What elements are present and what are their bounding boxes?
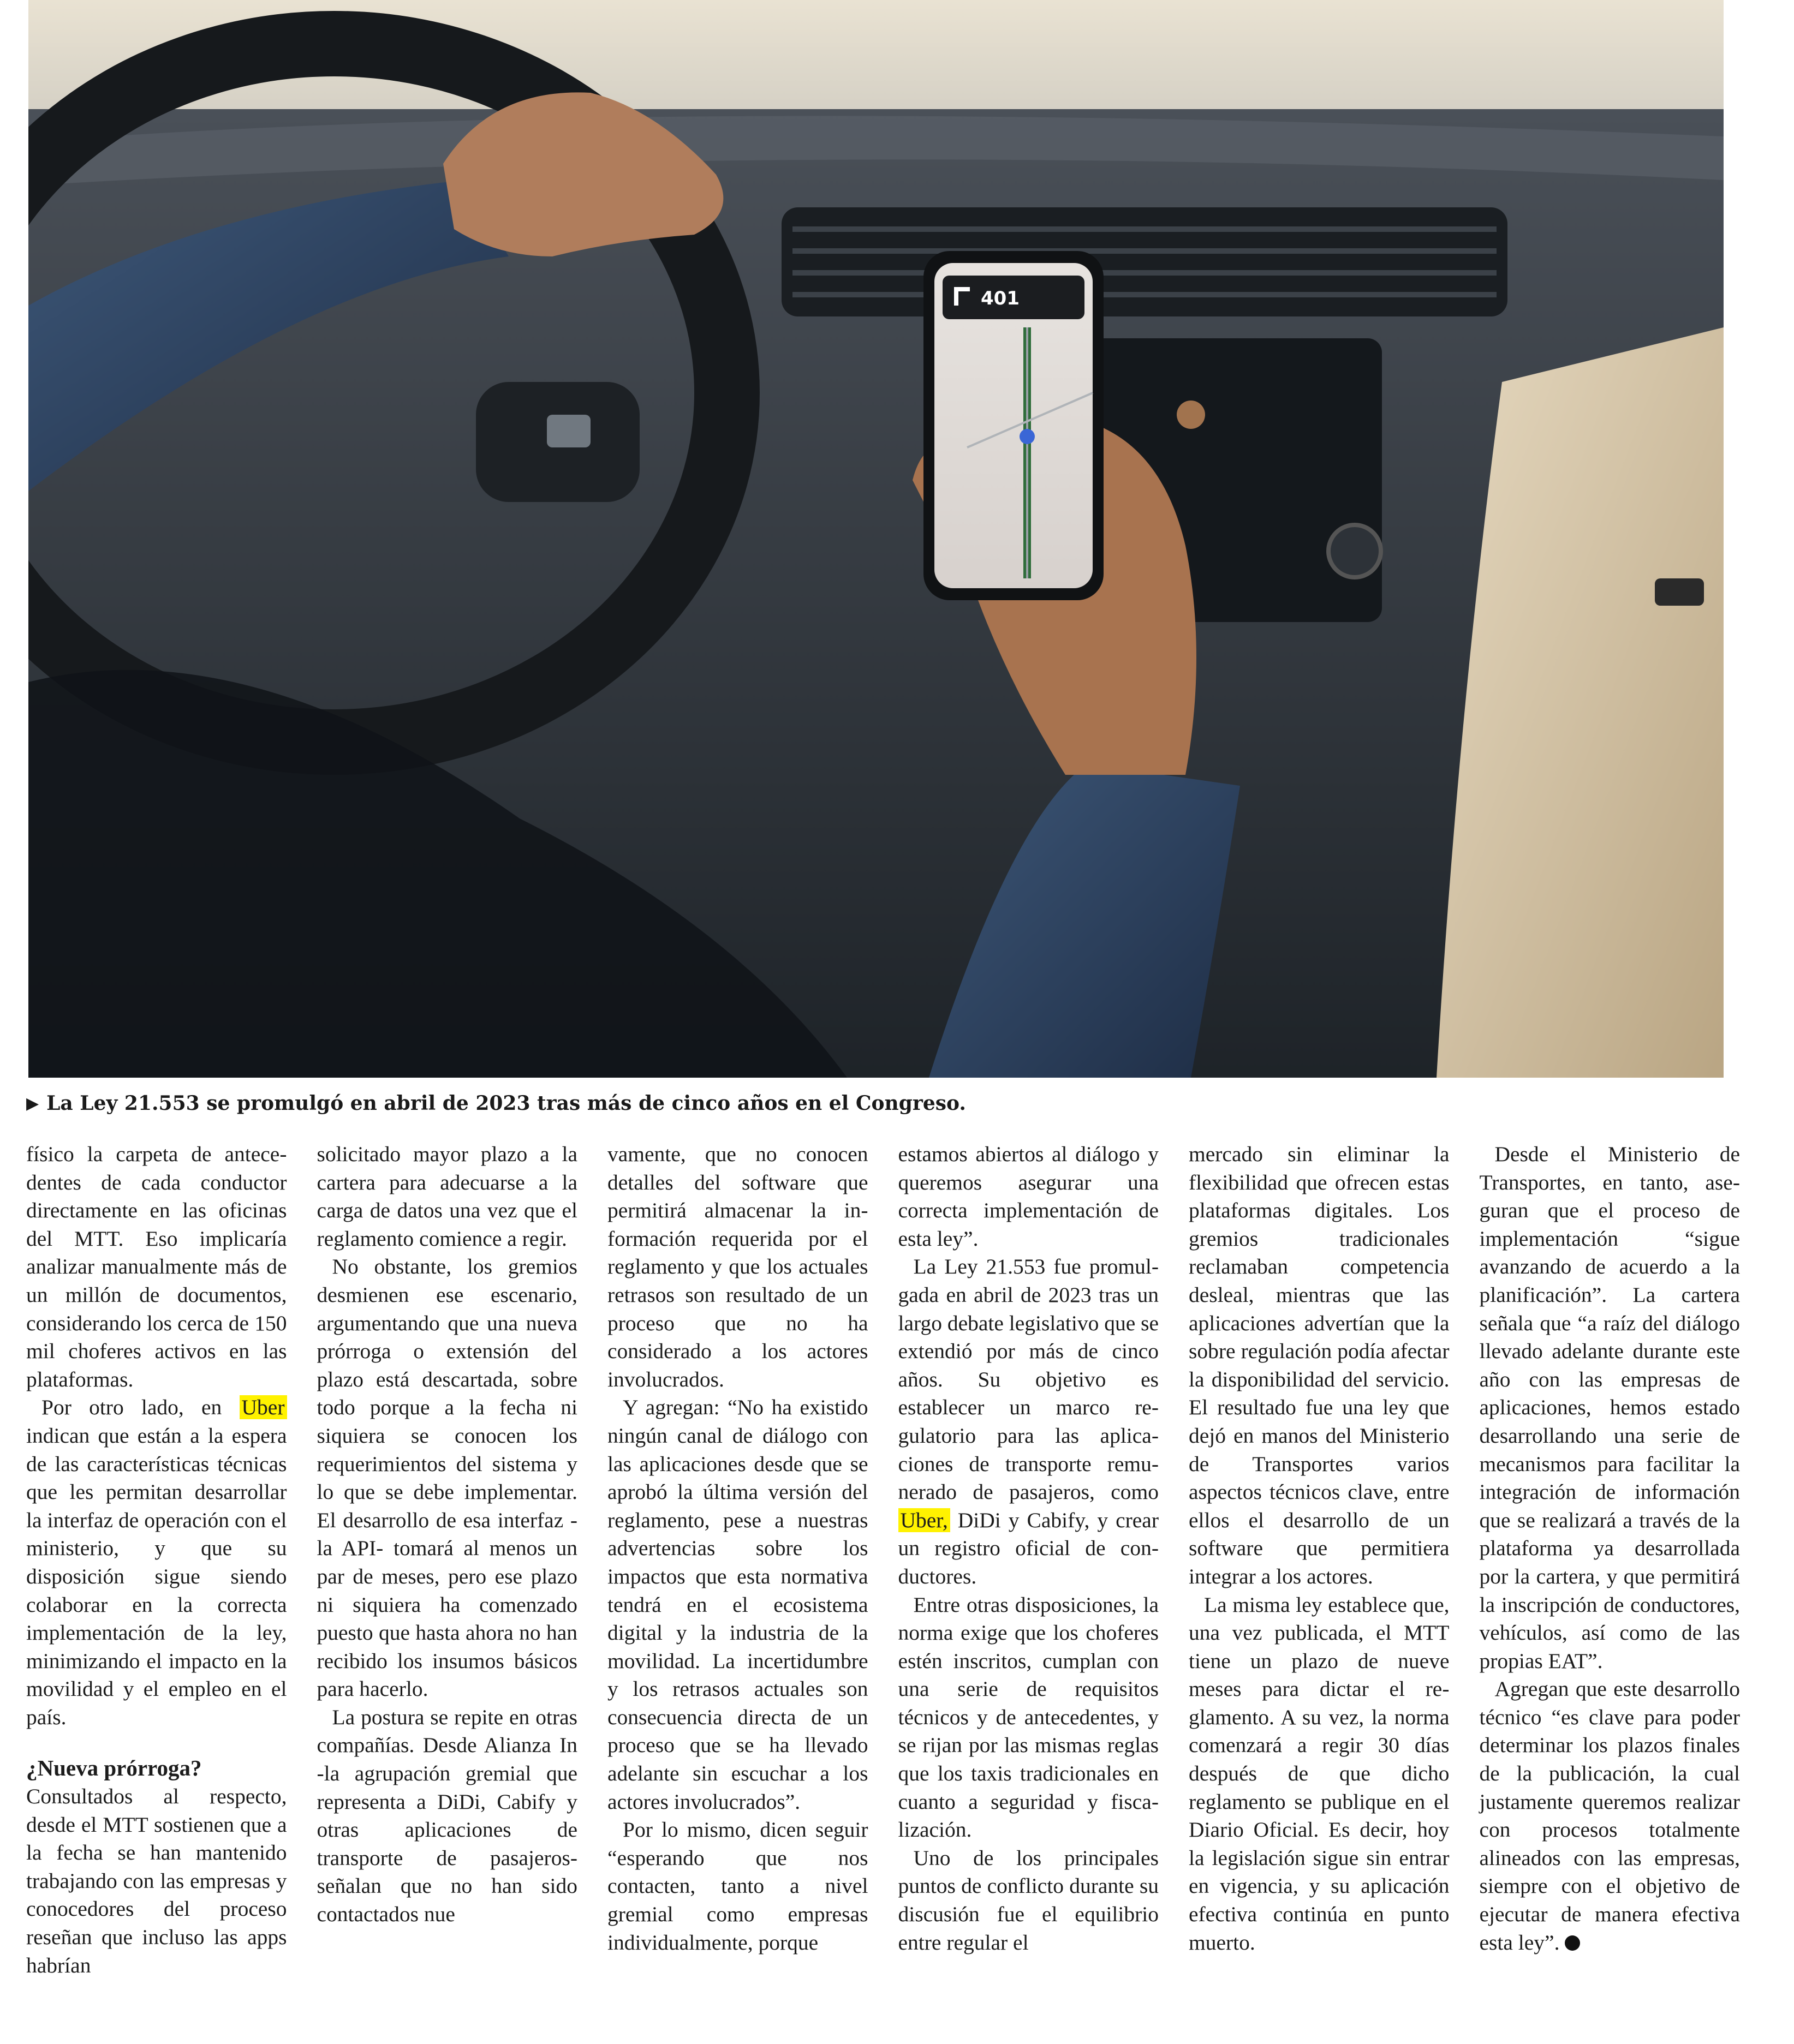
- article-column-1: [26, 1140, 287, 2024]
- paragraph: La misma ley establece que, una vez publicada, el MTT tiene un plazo de nueve meses para dictar el reglamento. A su vez, la norma comenzará a regir 30 días después de que dicho reglamento se publique en el Diario Oficial. Es decir, hoy la legislación sigue sin entrar en vigencia, y su aplicación efectiva continúa en punto muerto.: [1189, 1592, 1450, 1955]
- paragraph: La postura se repite en otras compañías. Desde Alianza In -la agrupación gremial que representa a DiDi, Cabify y otras aplicaciones de transporte de pasajeros- señalan que no han sido contactados nue: [317, 1705, 577, 1927]
- paragraph: Y agregan: “No ha existido ningún canal de diálogo con las aplicaciones desde que se aprobó la última versión del reglamento, pese a nuestras advertencias sobre los impactos que esta normativa tendrá en el ecosistema digital y la industria de la movilidad. La incertidumbre y los retrasos actuales son consecuencia directa de un proceso que se ha llevado adelante sin escuchar a los actores involucrados”.: [607, 1395, 868, 1814]
- paragraph: Entre otras disposiciones, la norma exige que los choferes estén inscritos, cumplan con una serie de requisitos técnicos y de antecedentes, y se rijan por las mismas reglas que los taxis tradicionales en cuanto a seguridad y fiscalización.: [898, 1592, 1159, 1842]
- paragraph-text: indican que están a la espera de las características técnicas que les permitan desarrollar la interfaz de operación con el ministerio, y que su disposición sigue siendo colaborar en la correcta implementación de la ley, minimizando el impacto en la movilidad y el empleo en el país.: [26, 1423, 287, 1729]
- air-vent: [782, 207, 1507, 316]
- caption-text: La Ley 21.553 se promulgó en abril de 2023 tras más de cinco años en el Congreso.: [46, 1092, 966, 1115]
- paragraph: vamente, que no conocen detalles del software que permitirá almacenar la información requerida por el reglamento y que los actuales retrasos son resultado de un proceso que no ha considerado a los actores involucrados.: [607, 1142, 868, 1391]
- caption-triangle-icon: ▶: [26, 1093, 39, 1113]
- paragraph-text: DiDi y Cabify, y crear un registro oficial de conductores.: [898, 1508, 1159, 1588]
- location-marker-icon: [1020, 429, 1035, 444]
- paragraph-text: La Ley 21.553 fue promulgada en abril de 2023 tras un largo debate legislativo que se extendió por más de cinco años. Su objetivo es establecer un marco regulatorio para las aplicaciones de transporte remunerado de pasajeros, como: [898, 1254, 1159, 1504]
- article-column-6: [1480, 1140, 1741, 2024]
- smartphone: [923, 251, 1104, 600]
- article-column-4: [898, 1140, 1159, 2024]
- paragraph: [26, 1394, 287, 1731]
- paragraph: solicitado mayor plazo a la cartera para adecuarse a la carga de datos una vez que el reglamento comience a regir.: [317, 1142, 577, 1251]
- paragraph: Consultados al respecto, desde el MTT sostienen que a la fecha se han mantenido trabajando con las empresas y conocedores del proceso reseñan que incluso las apps habrían: [26, 1784, 287, 1977]
- paragraph: [898, 1253, 1159, 1591]
- article-column-3: [607, 1140, 868, 2024]
- subheading: ¿Nueva prórroga?: [26, 1755, 202, 1781]
- highlighted-uber: Uber,: [898, 1508, 950, 1532]
- paragraph: Desde el Ministerio de Transportes, en tanto, aseguran que el proceso de implementación “sigue avanzando de acuerdo a la planificación”. La cartera señala que “a raíz del diálogo llevado adelante durante este año con las empresas de aplicaciones, hemos estado desarrollando una serie de mecanismos para facilitar la integración de información que se realizará a través de la plataforma ya desarrollada por la cartera, y que permitirá la inscripción de conductores, vehículos, así como de las propias EAT”.: [1479, 1142, 1740, 1673]
- article-column-2: [317, 1140, 578, 2024]
- driver-with-phone-image: [28, 0, 1724, 1078]
- paragraph: Uno de los principales puntos de conflicto durante su discusión fue el equilibrio entre regular el: [898, 1845, 1159, 1955]
- article-column-5: [1189, 1140, 1450, 2024]
- paragraph: estamos abiertos al diálogo y queremos asegurar una correcta implementación de esta ley”.: [898, 1142, 1159, 1251]
- end-of-article-dot-icon: [1565, 1935, 1580, 1951]
- photo-caption: [26, 1087, 966, 1120]
- paragraph-text: Agregan que este desarrollo técnico “es clave para poder determinar los plazos finales de la publicación, la cual justamente queremos realizar con procesos totalmente alineados con las empresas, siempre con el objetivo de ejecutar de manera efectiva esta ley”.: [1479, 1677, 1740, 1955]
- highlighted-uber: Uber: [240, 1395, 287, 1419]
- paragraph: mercado sin eliminar la flexibilidad que ofrecen estas plataformas digitales. Los gremios tradicionales reclamaban competencia desleal, mientras que las aplicaciones advertían que la sobre regulación podía afectar la disponibilidad del servicio. El resultado fue una ley que dejó en manos del Ministerio de Transportes varios aspectos técnicos clave, entre ellos el desarrollo de un software que permitiera integrar a los actores.: [1189, 1142, 1450, 1588]
- paragraph: Por lo mismo, dicen seguir “esperando que nos contacten, tanto a nivel gremial como empresas individualmente, porque: [607, 1818, 868, 1955]
- paragraph: físico la carpeta de antecedentes de cada conductor directamente en las oficinas del MTT. Eso implicaría analizar manualmente más de un millón de documentos, considerando los cerca de 150 mil choferes activos en las plataformas.: [26, 1142, 287, 1391]
- article-photo: [28, 0, 1724, 1078]
- paragraph-text: Por otro lado, en: [41, 1395, 240, 1420]
- paragraph: No obstante, los gremios desmienen ese escenario, argumentando que una nueva prórroga o extensión del plazo está descartada, sobre todo porque a la fecha ni siquiera se conocen los requerimientos del sistema y lo que se debe implementar. El desarrollo de esa interfaz -la API- tomará al menos un par de meses, pero ese plazo ni siquiera ha comenzado puesto que hasta ahora no han recibido los insumos básicos para hacerlo.: [317, 1254, 577, 1701]
- navigation-turn-label: 401: [981, 288, 1020, 309]
- article-body: [26, 1140, 1740, 2024]
- paragraph: [1480, 1675, 1741, 1957]
